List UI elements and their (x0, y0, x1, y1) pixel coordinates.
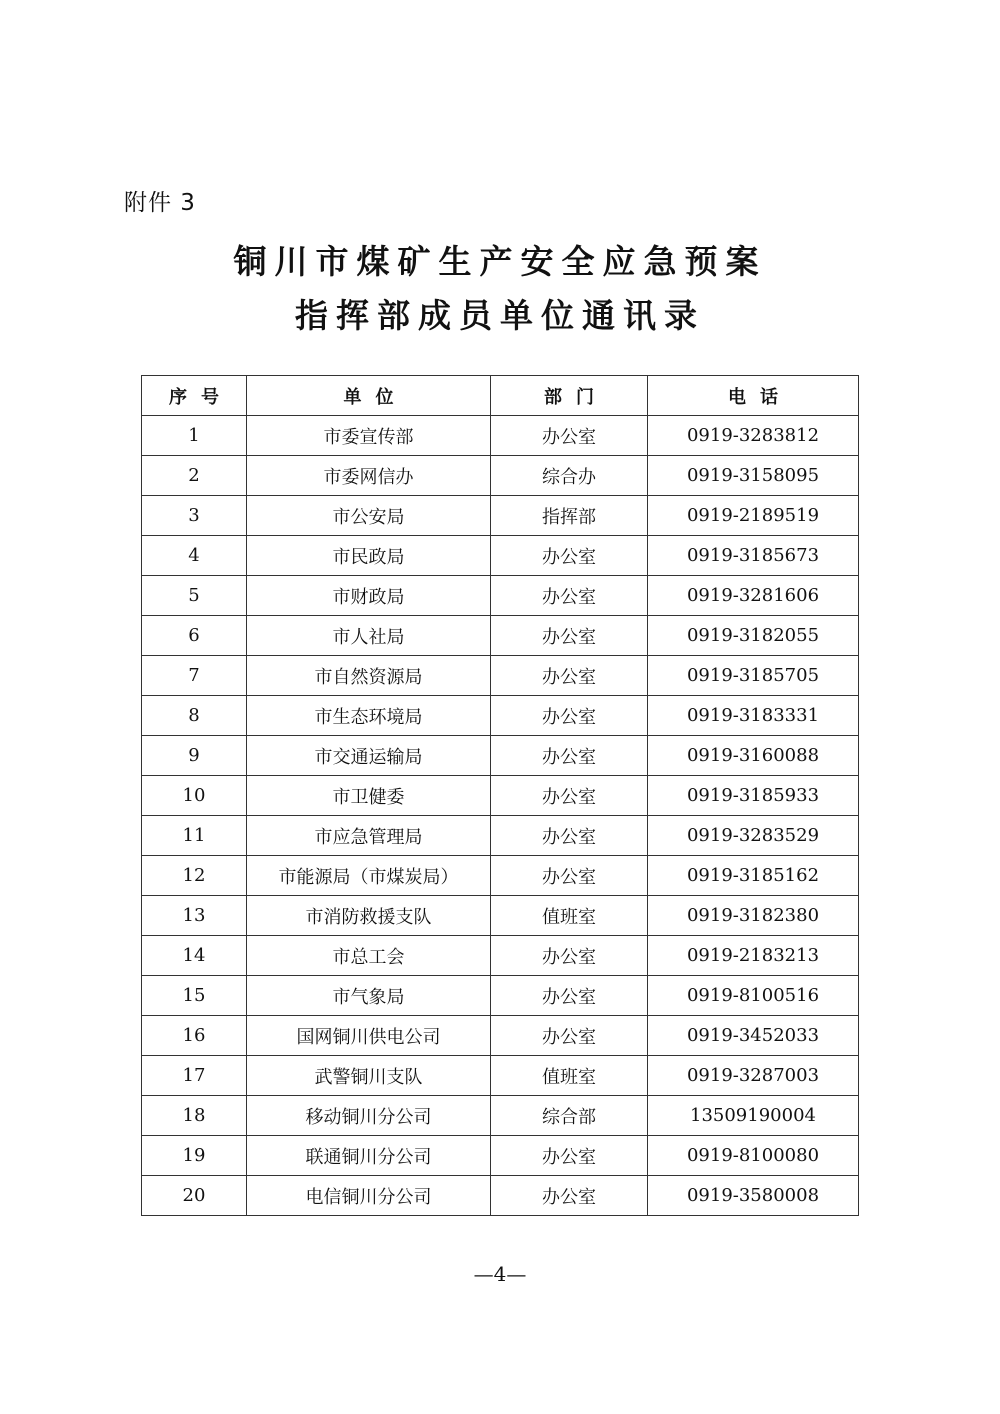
cell-department: 办公室 (491, 736, 648, 776)
cell-unit: 市委网信办 (247, 456, 491, 496)
table-row (142, 656, 859, 696)
document-title-line-2: 指挥部成员单位通讯录 (295, 296, 705, 335)
cell-unit: 市民政局 (247, 536, 491, 576)
cell-serial-number: 10 (142, 776, 247, 816)
cell-unit: 市生态环境局 (247, 696, 491, 736)
cell-serial-number: 9 (142, 736, 247, 776)
cell-department: 办公室 (491, 536, 648, 576)
cell-phone: 0919-3580008 (648, 1176, 859, 1216)
cell-serial-number: 12 (142, 856, 247, 896)
table-row (142, 736, 859, 776)
cell-unit: 市应急管理局 (247, 816, 491, 856)
cell-phone: 0919-2183213 (648, 936, 859, 976)
cell-department: 办公室 (491, 776, 648, 816)
page-number: —4— (473, 1262, 527, 1286)
cell-unit: 市委宣传部 (247, 416, 491, 456)
cell-department: 办公室 (491, 816, 648, 856)
cell-department: 指挥部 (491, 496, 648, 536)
table-row (142, 936, 859, 976)
cell-department: 综合部 (491, 1096, 648, 1136)
table-row (142, 1136, 859, 1176)
header-phone: 电话 (648, 376, 859, 416)
cell-department: 办公室 (491, 1136, 648, 1176)
cell-phone: 0919-3185705 (648, 656, 859, 696)
cell-unit: 市能源局（市煤炭局） (247, 856, 491, 896)
cell-phone: 0919-3160088 (648, 736, 859, 776)
cell-department: 值班室 (491, 896, 648, 936)
cell-department: 办公室 (491, 696, 648, 736)
cell-phone: 0919-2189519 (648, 496, 859, 536)
cell-phone: 0919-3182380 (648, 896, 859, 936)
cell-serial-number: 18 (142, 1096, 247, 1136)
cell-serial-number: 2 (142, 456, 247, 496)
cell-department: 办公室 (491, 656, 648, 696)
cell-serial-number: 20 (142, 1176, 247, 1216)
cell-phone: 0919-3185673 (648, 536, 859, 576)
cell-serial-number: 4 (142, 536, 247, 576)
table-row (142, 1176, 859, 1216)
cell-unit: 市消防救援支队 (247, 896, 491, 936)
header-department: 部门 (491, 376, 648, 416)
contact-directory-table (141, 375, 859, 1216)
cell-department: 办公室 (491, 1176, 648, 1216)
cell-department: 综合办 (491, 456, 648, 496)
header-unit: 单位 (247, 376, 491, 416)
cell-unit: 市交通运输局 (247, 736, 491, 776)
cell-unit: 国网铜川供电公司 (247, 1016, 491, 1056)
table-row (142, 696, 859, 736)
cell-department: 值班室 (491, 1056, 648, 1096)
table-row (142, 1096, 859, 1136)
cell-department: 办公室 (491, 856, 648, 896)
table-row (142, 456, 859, 496)
table-row (142, 856, 859, 896)
cell-department: 办公室 (491, 976, 648, 1016)
cell-unit: 市气象局 (247, 976, 491, 1016)
table-row (142, 896, 859, 936)
cell-unit: 武警铜川支队 (247, 1056, 491, 1096)
table-row (142, 536, 859, 576)
table-header-row (142, 376, 859, 416)
cell-unit: 电信铜川分公司 (247, 1176, 491, 1216)
cell-serial-number: 13 (142, 896, 247, 936)
cell-phone: 0919-8100080 (648, 1136, 859, 1176)
table-row (142, 576, 859, 616)
table-row (142, 416, 859, 456)
cell-serial-number: 14 (142, 936, 247, 976)
cell-phone: 0919-3185933 (648, 776, 859, 816)
cell-unit: 市公安局 (247, 496, 491, 536)
cell-serial-number: 3 (142, 496, 247, 536)
cell-phone: 0919-8100516 (648, 976, 859, 1016)
cell-serial-number: 16 (142, 1016, 247, 1056)
attachment-label: 附件 3 (124, 190, 196, 216)
cell-unit: 移动铜川分公司 (247, 1096, 491, 1136)
cell-serial-number: 15 (142, 976, 247, 1016)
cell-phone: 0919-3281606 (648, 576, 859, 616)
cell-serial-number: 5 (142, 576, 247, 616)
cell-serial-number: 8 (142, 696, 247, 736)
table-row (142, 1016, 859, 1056)
cell-phone: 0919-3287003 (648, 1056, 859, 1096)
cell-unit: 市财政局 (247, 576, 491, 616)
cell-department: 办公室 (491, 936, 648, 976)
cell-serial-number: 11 (142, 816, 247, 856)
table-body (142, 416, 859, 1216)
cell-unit: 市自然资源局 (247, 656, 491, 696)
cell-phone: 0919-3158095 (648, 456, 859, 496)
cell-department: 办公室 (491, 616, 648, 656)
cell-department: 办公室 (491, 416, 648, 456)
cell-serial-number: 7 (142, 656, 247, 696)
cell-serial-number: 17 (142, 1056, 247, 1096)
table-row (142, 776, 859, 816)
table-row (142, 496, 859, 536)
cell-phone: 0919-3452033 (648, 1016, 859, 1056)
cell-department: 办公室 (491, 1016, 648, 1056)
header-serial-number: 序号 (142, 376, 247, 416)
cell-phone: 0919-3283529 (648, 816, 859, 856)
cell-unit: 市卫健委 (247, 776, 491, 816)
table-row (142, 1056, 859, 1096)
cell-unit: 联通铜川分公司 (247, 1136, 491, 1176)
table-row (142, 616, 859, 656)
cell-serial-number: 1 (142, 416, 247, 456)
table-row (142, 816, 859, 856)
cell-serial-number: 19 (142, 1136, 247, 1176)
cell-phone: 13509190004 (648, 1096, 859, 1136)
cell-department: 办公室 (491, 576, 648, 616)
document-title-line-1: 铜川市煤矿生产安全应急预案 (233, 242, 767, 281)
cell-unit: 市总工会 (247, 936, 491, 976)
cell-phone: 0919-3182055 (648, 616, 859, 656)
cell-phone: 0919-3185162 (648, 856, 859, 896)
cell-unit: 市人社局 (247, 616, 491, 656)
cell-serial-number: 6 (142, 616, 247, 656)
cell-phone: 0919-3183331 (648, 696, 859, 736)
table-row (142, 976, 859, 1016)
cell-phone: 0919-3283812 (648, 416, 859, 456)
